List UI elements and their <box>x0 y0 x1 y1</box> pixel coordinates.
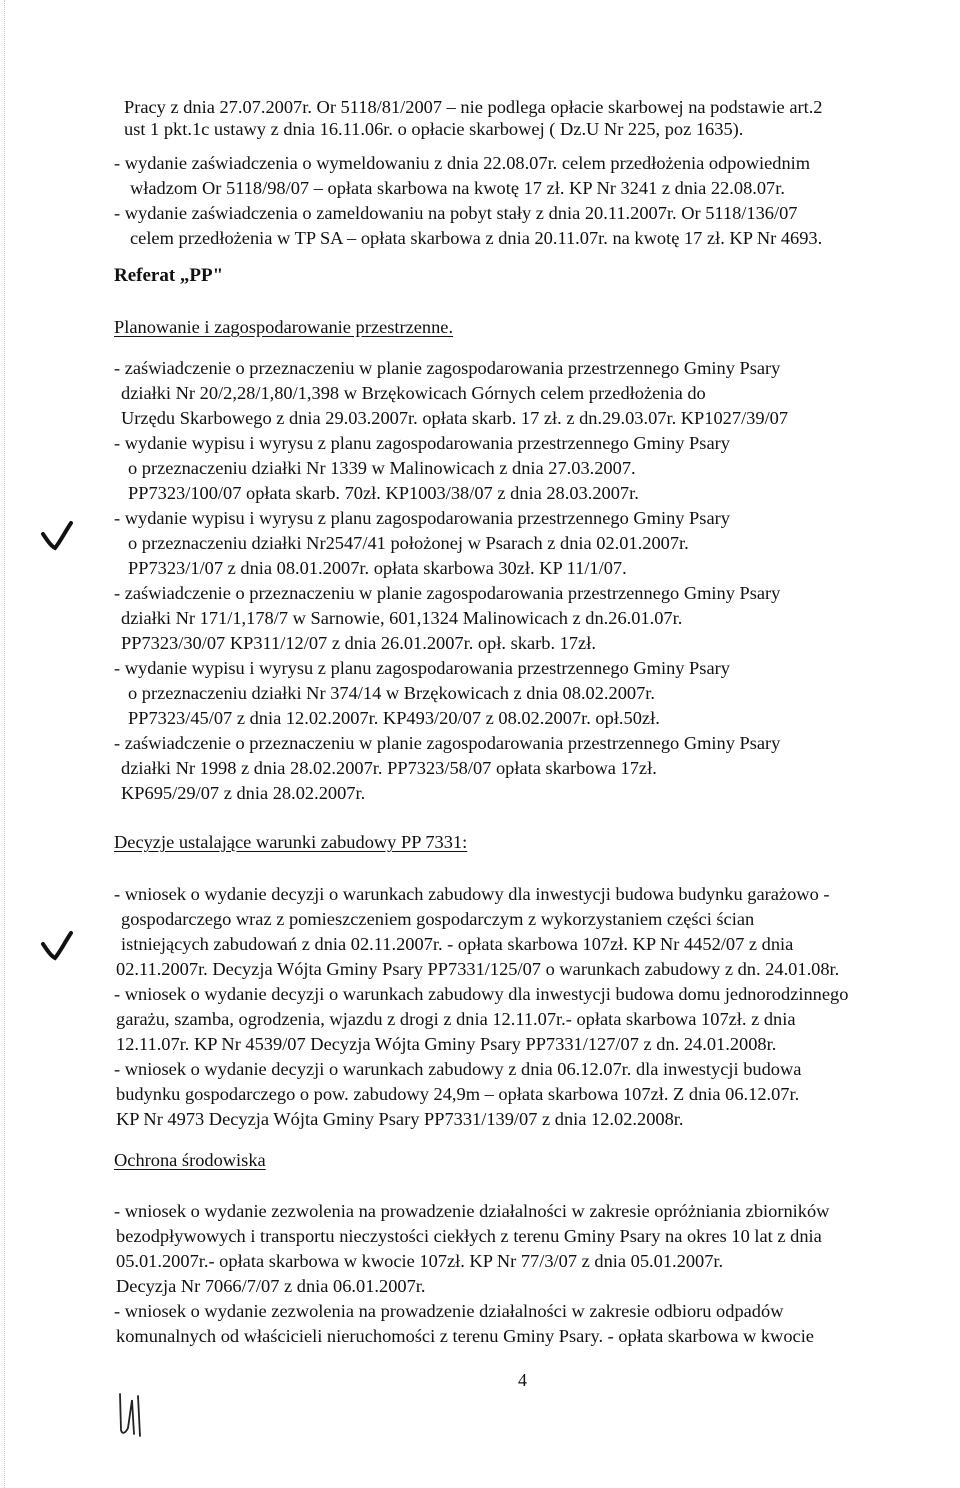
text-line: 12.11.07r. KP Nr 4539/07 Decyzja Wójta Gminy Psary PP7331/127/07 z dn. 24.01.2008r. <box>116 1034 777 1054</box>
text-line: - wniosek o wydanie decyzji o warunkach zabudowy dla inwestycji budowa budynku garażowo - <box>114 884 830 904</box>
text-line: bezodpływowych i transportu nieczystości ciekłych z terenu Gminy Psary na okres 10 lat z dnia <box>116 1226 822 1246</box>
text-line: - zaświadczenie o przeznaczeniu w planie zagospodarowania przestrzennego Gminy Psary <box>114 358 781 378</box>
text-line: 02.11.2007r. Decyzja Wójta Gminy Psary PP7331/125/07 o warunkach zabudowy z dn. 24.01.08r. <box>116 959 840 979</box>
text-line: - wniosek o wydanie zezwolenia na prowadzenie działalności w zakresie odbioru odpadów <box>114 1301 784 1321</box>
text-line: - zaświadczenie o przeznaczeniu w planie zagospodarowania przestrzennego Gminy Psary <box>114 583 781 603</box>
text-line: PP7323/45/07 z dnia 12.02.2007r. KP493/20/07 z 08.02.2007r. opł.50zł. <box>128 708 660 728</box>
text-line: - wydanie zaświadczenia o zameldowaniu na pobyt stały z dnia 20.11.2007r. Or 5118/136/07 <box>114 203 798 223</box>
text-line: gospodarczego wraz z pomieszczeniem gospodarczym z wykorzystaniem części ścian <box>121 909 755 929</box>
handwritten-initials-icon <box>116 1390 150 1440</box>
text-line: działki Nr 20/2,28/1,80/1,398 w Brzękowicach Górnych celem przedłożenia do <box>121 383 706 403</box>
text-line: - wydanie wypisu i wyrysu z planu zagospodarowania przestrzennego Gminy Psary <box>114 658 730 678</box>
text-line: - wniosek o wydanie decyzji o warunkach zabudowy dla inwestycji budowa domu jednorodzinnego <box>114 984 849 1004</box>
section-heading: Referat „PP" <box>114 265 224 286</box>
text-line: budynku gospodarczego o pow. zabudowy 24,9m – opłata skarbowa 107zł. Z dnia 06.12.07r. <box>116 1084 800 1104</box>
text-line: KP Nr 4973 Decyzja Wójta Gminy Psary PP7331/139/07 z dnia 12.02.2008r. <box>116 1109 684 1129</box>
text-line: Pracy z dnia 27.07.2007r. Or 5118/81/2007 – nie podlega opłacie skarbowej na podstawie art.2 <box>124 97 823 117</box>
scan-edge-line <box>4 0 6 1488</box>
text-line: o przeznaczeniu działki Nr 374/14 w Brzękowicach z dnia 08.02.2007r. <box>128 683 656 703</box>
page-number: 4 <box>518 1370 527 1390</box>
text-line: - wniosek o wydanie zezwolenia na prowadzenie działalności w zakresie opróżniania zbiorników <box>114 1201 830 1221</box>
text-line: władzom Or 5118/98/07 – opłata skarbowa na kwotę 17 zł. KP Nr 3241 z dnia 22.08.07r. <box>130 178 785 198</box>
text-line: Decyzja Nr 7066/7/07 z dnia 06.01.2007r. <box>116 1276 426 1296</box>
text-line: działki Nr 1998 z dnia 28.02.2007r. PP7323/58/07 opłata skarbowa 17zł. <box>121 758 657 778</box>
text-line: PP7323/1/07 z dnia 08.01.2007r. opłata skarbowa 30zł. KP 11/1/07. <box>128 558 627 578</box>
text-line: Urzędu Skarbowego z dnia 29.03.2007r. opłata skarb. 17 zł. z dn.29.03.07r. KP1027/39/07 <box>121 408 789 428</box>
subsection-heading: Planowanie i zagospodarowanie przestrzenne. <box>114 317 454 337</box>
checkmark-icon <box>40 520 74 554</box>
text-line: - wydanie zaświadczenia o wymeldowaniu z dnia 22.08.07r. celem przedłożenia odpowiednim <box>114 153 811 173</box>
text-line: istniejących zabudowań z dnia 02.11.2007r. - opłata skarbowa 107zł. KP Nr 4452/07 z dnia <box>121 934 794 954</box>
subsection-heading: Decyzje ustalające warunki zabudowy PP 7331: <box>114 832 468 852</box>
text-line: ust 1 pkt.1c ustawy z dnia 16.11.06r. o opłacie skarbowej ( Dz.U Nr 225, poz 1635). <box>124 119 744 139</box>
text-line: działki Nr 171/1,178/7 w Sarnowie, 601,1324 Malinowicach z dn.26.01.07r. <box>121 608 683 628</box>
text-line: 05.01.2007r.- opłata skarbowa w kwocie 107zł. KP Nr 77/3/07 z dnia 05.01.2007r. <box>116 1251 724 1271</box>
text-line: o przeznaczeniu działki Nr 1339 w Malinowicach z dnia 27.03.2007. <box>128 458 636 478</box>
subsection-heading: Ochrona środowiska <box>114 1150 266 1170</box>
text-line: - zaświadczenie o przeznaczeniu w planie zagospodarowania przestrzennego Gminy Psary <box>114 733 781 753</box>
text-line: celem przedłożenia w TP SA – opłata skarbowa z dnia 20.11.07r. na kwotę 17 zł. KP Nr 4693. <box>130 228 823 248</box>
text-line: garażu, szamba, ogrodzenia, wjazdu z drogi z dnia 12.11.07r.- opłata skarbowa 107zł. z dnia <box>116 1009 796 1029</box>
text-line: - wniosek o wydanie decyzji o warunkach zabudowy z dnia 06.12.07r. dla inwestycji budowa <box>114 1059 802 1079</box>
text-line: - wydanie wypisu i wyrysu z planu zagospodarowania przestrzennego Gminy Psary <box>114 433 730 453</box>
text-line: PP7323/30/07 KP311/12/07 z dnia 26.01.2007r. opł. skarb. 17zł. <box>121 633 596 653</box>
text-line: PP7323/100/07 opłata skarb. 70zł. KP1003/38/07 z dnia 28.03.2007r. <box>128 483 639 503</box>
text-line: komunalnych od właścicieli nieruchomości z terenu Gminy Psary. - opłata skarbowa w kwocie <box>116 1326 814 1346</box>
text-line: - wydanie wypisu i wyrysu z planu zagospodarowania przestrzennego Gminy Psary <box>114 508 730 528</box>
text-line: KP695/29/07 z dnia 28.02.2007r. <box>121 783 366 803</box>
checkmark-icon <box>40 930 74 964</box>
text-line: o przeznaczeniu działki Nr2547/41 położonej w Psarach z dnia 02.01.2007r. <box>128 533 689 553</box>
